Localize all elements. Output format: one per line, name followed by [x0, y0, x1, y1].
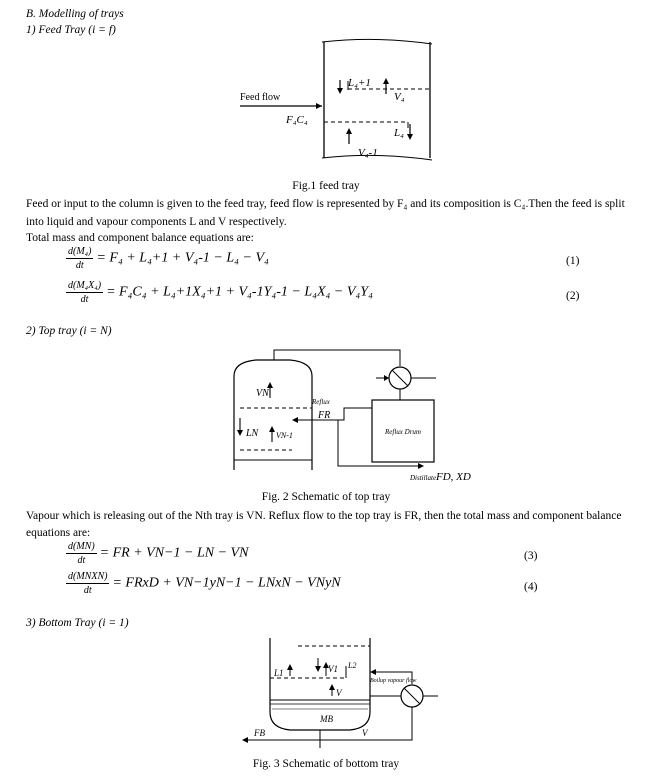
fig1-caption: Fig.1 feed tray: [292, 180, 360, 192]
equation-1: [66, 246, 269, 271]
para1-line1: Feed or input to the column is given to the feed tray, feed flow is represented by F₄ and its composition is C₄.Then the feed is split: [26, 198, 625, 210]
v1-label: V1: [328, 664, 338, 674]
vn-label: VN: [256, 388, 269, 399]
l2-label: L2: [348, 661, 357, 670]
vf1-label: V₄-1: [358, 147, 378, 159]
feed-flow-label: Feed flow: [240, 92, 281, 103]
eq1-numerator: d(M₄): [68, 246, 92, 257]
subsection-feed-tray: 1) Feed Tray (i = f): [26, 24, 116, 36]
top-tray-diagram: [226, 348, 471, 488]
feed-composition-label: F₄C₄: [286, 114, 308, 126]
vapour-line: [274, 350, 400, 366]
v-bottom-label: V: [362, 728, 368, 738]
eq1-number: (1): [566, 255, 580, 267]
reflux-line: [296, 408, 372, 420]
eq2-rhs: = F₄C₄ + L₄+1X₄+1 + V₄-1Y₄-1 − L₄X₄ − V₄Y₄: [106, 284, 373, 300]
fr-label: FR: [318, 410, 331, 421]
eq3-denominator: dt: [77, 555, 86, 566]
equation-4: [66, 571, 341, 596]
eq2-numerator: d(M₄X₄): [68, 280, 102, 291]
eq1-rhs: = F₄ + L₄+1 + V₄-1 − L₄ − V₄: [96, 250, 269, 266]
eq1-denominator: dt: [75, 260, 84, 271]
fig2-caption: Fig. 2 Schematic of top tray: [261, 491, 391, 503]
eq4-numerator: d(MNXN): [68, 571, 108, 582]
para2-line2: equations are:: [26, 527, 91, 539]
eq4-denominator: dt: [83, 585, 92, 596]
eq3-number: (3): [524, 550, 538, 562]
bottom-tray-diagram: [240, 636, 440, 752]
l1-label: L1: [274, 668, 284, 678]
subsection-bottom-tray: 3) Bottom Tray (i = 1): [26, 617, 129, 629]
column-outline: [234, 360, 312, 470]
subsection-top-tray: 2) Top tray (i = N): [26, 325, 112, 337]
fd-xd-label: FD, XD: [436, 471, 471, 483]
eq4-rhs: = FRxD + VN−1yN−1 − LNxN − VNyN: [112, 575, 341, 591]
reflux-drum-label: Reflux Drum: [385, 428, 421, 436]
equation-3: [66, 541, 248, 566]
ln-label: LN: [246, 428, 259, 439]
vf-label: V₄: [394, 91, 405, 103]
fig3-caption: Fig. 3 Schematic of bottom tray: [252, 758, 400, 770]
eq2-denominator: dt: [80, 294, 89, 305]
vn1-label: VN-1: [276, 431, 293, 440]
eq2-number: (2): [566, 290, 580, 302]
feed-tray-diagram: [236, 38, 436, 178]
lf1-label: L₄+1: [348, 77, 371, 89]
lf-label: L₄: [394, 127, 404, 139]
reflux-label: Reflux: [312, 398, 330, 406]
fb-label: FB: [254, 728, 265, 738]
eq3-rhs: = FR + VN−1 − LN − VN: [99, 545, 249, 561]
distillate-label: Distillate: [410, 474, 437, 482]
para1-line3: Total mass and component balance equations are:: [26, 232, 254, 244]
para1-line2: into liquid and vapour components L and V respectively.: [26, 216, 287, 228]
eq3-numerator: d(MN): [68, 541, 95, 552]
section-heading: B. Modelling of trays: [26, 8, 124, 20]
equation-2: [66, 280, 373, 305]
v-inner-label: V: [336, 688, 342, 698]
eq4-number: (4): [524, 581, 538, 593]
para2-line1: Vapour which is releasing out of the Nth tray is VN. Reflux flow to the top tray is FR, then the total mass and component balance: [26, 510, 622, 522]
boilup-label: Boilup vapour flow: [370, 678, 417, 684]
mb-label: MB: [320, 714, 333, 724]
